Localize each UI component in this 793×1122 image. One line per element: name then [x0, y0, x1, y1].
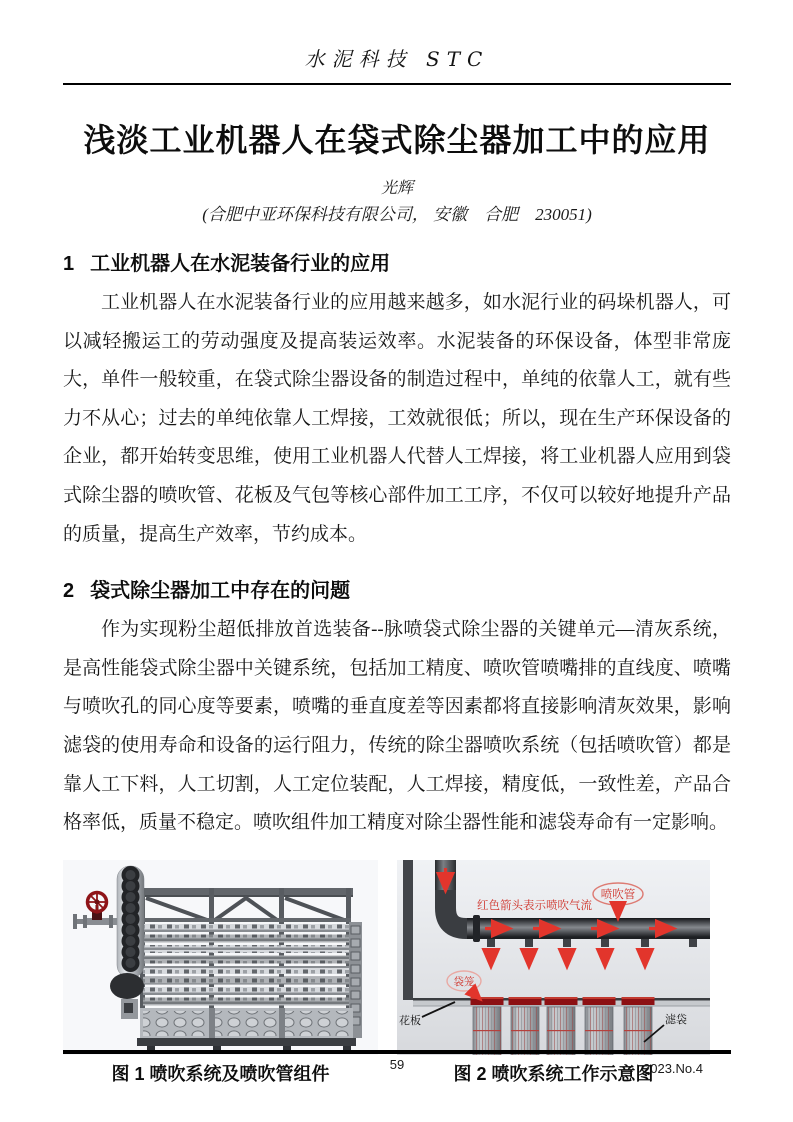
- section-1-number: 1: [63, 253, 75, 275]
- section-2-heading: [63, 576, 731, 606]
- author-name: 光辉: [380, 180, 413, 197]
- tank-end-cap: [110, 973, 144, 999]
- airflow-note-label: 红色箭头表示喷吹气流: [477, 899, 592, 912]
- figure-2-image: [397, 860, 710, 1055]
- page-content: [0, 44, 793, 1085]
- section-2-title: 袋式除尘器加工中存在的问题: [90, 580, 351, 603]
- figure-1-image: [63, 860, 378, 1055]
- section-1-heading: [63, 249, 731, 279]
- bag-cage-label: 袋笼: [453, 975, 475, 988]
- figure-1-caption: 图 1 喷吹系统及喷吹管组件: [111, 1063, 330, 1084]
- issue-number: 2023.No.4: [643, 1061, 703, 1076]
- tube-sheet-panel: [140, 1008, 353, 1038]
- header-rule: [63, 83, 731, 85]
- valve-handwheel-icon: [88, 892, 107, 911]
- page-number: 59: [389, 1057, 405, 1072]
- figure-2-caption: 图 2 喷吹系统工作示意图: [453, 1063, 654, 1084]
- section-2-number: 2: [63, 580, 75, 603]
- housing-wall: [403, 860, 413, 1000]
- pulse-valves: [122, 866, 140, 972]
- section-1-title: 工业机器人在水泥装备行业的应用: [90, 253, 391, 275]
- filter-bag-label: 滤袋: [665, 1013, 687, 1026]
- journal-header: 水泥科技 STC: [304, 47, 490, 71]
- section-2-paragraph: 作为实现粉尘超低排放首选装备--脉喷袋式除尘器的关键单元—清灰系统，是高性能袋式除尘器中关键系统，包括加工精度、喷吹管喷嘴排的直线度、喷嘴与喷吹孔的同心度等要素，喷嘴的垂直度差等因素都将直接影响清灰效果，影响滤袋的使用寿命和设备的运行阻力，传统的除尘器喷吹系统（包括喷吹管）都是靠人工下料，人工切割，人工定位装配，人工焊接，精度低，一致性差，产品合格率低，质量不稳定。喷吹组件加工精度对除尘器性能和滤袋寿命有一定影响。: [63, 619, 731, 834]
- author-affiliation: (合肥中亚环保科技有限公司， 安徽 合肥 230051): [202, 205, 592, 224]
- article-title: 浅淡工业机器人在袋式除尘器加工中的应用: [83, 122, 711, 158]
- tube-sheet-label: 花板: [399, 1014, 421, 1027]
- blow-pipe-label: 喷吹管: [600, 888, 636, 901]
- section-1-paragraph: 工业机器人在水泥装备行业的应用越来越多，如水泥行业的码垛机器人，可以减轻搬运工的劳动强度及提高装运效率。水泥装备的环保设备，体型非常庞大，单件一般较重，在袋式除尘器设备的制造过程中，单纯的依靠人工，就有些力不从心；过去的单纯依靠人工焊接，工效就很低；所以，现在生产环保设备的企业，都开始转变思维，使用工业机器人代替人工焊接，将工业机器人应用到袋式除尘器的喷吹管、花板及气包等核心部件加工工序，不仅可以较好地提升产品的质量，提高生产效率，节约成本。: [63, 292, 731, 545]
